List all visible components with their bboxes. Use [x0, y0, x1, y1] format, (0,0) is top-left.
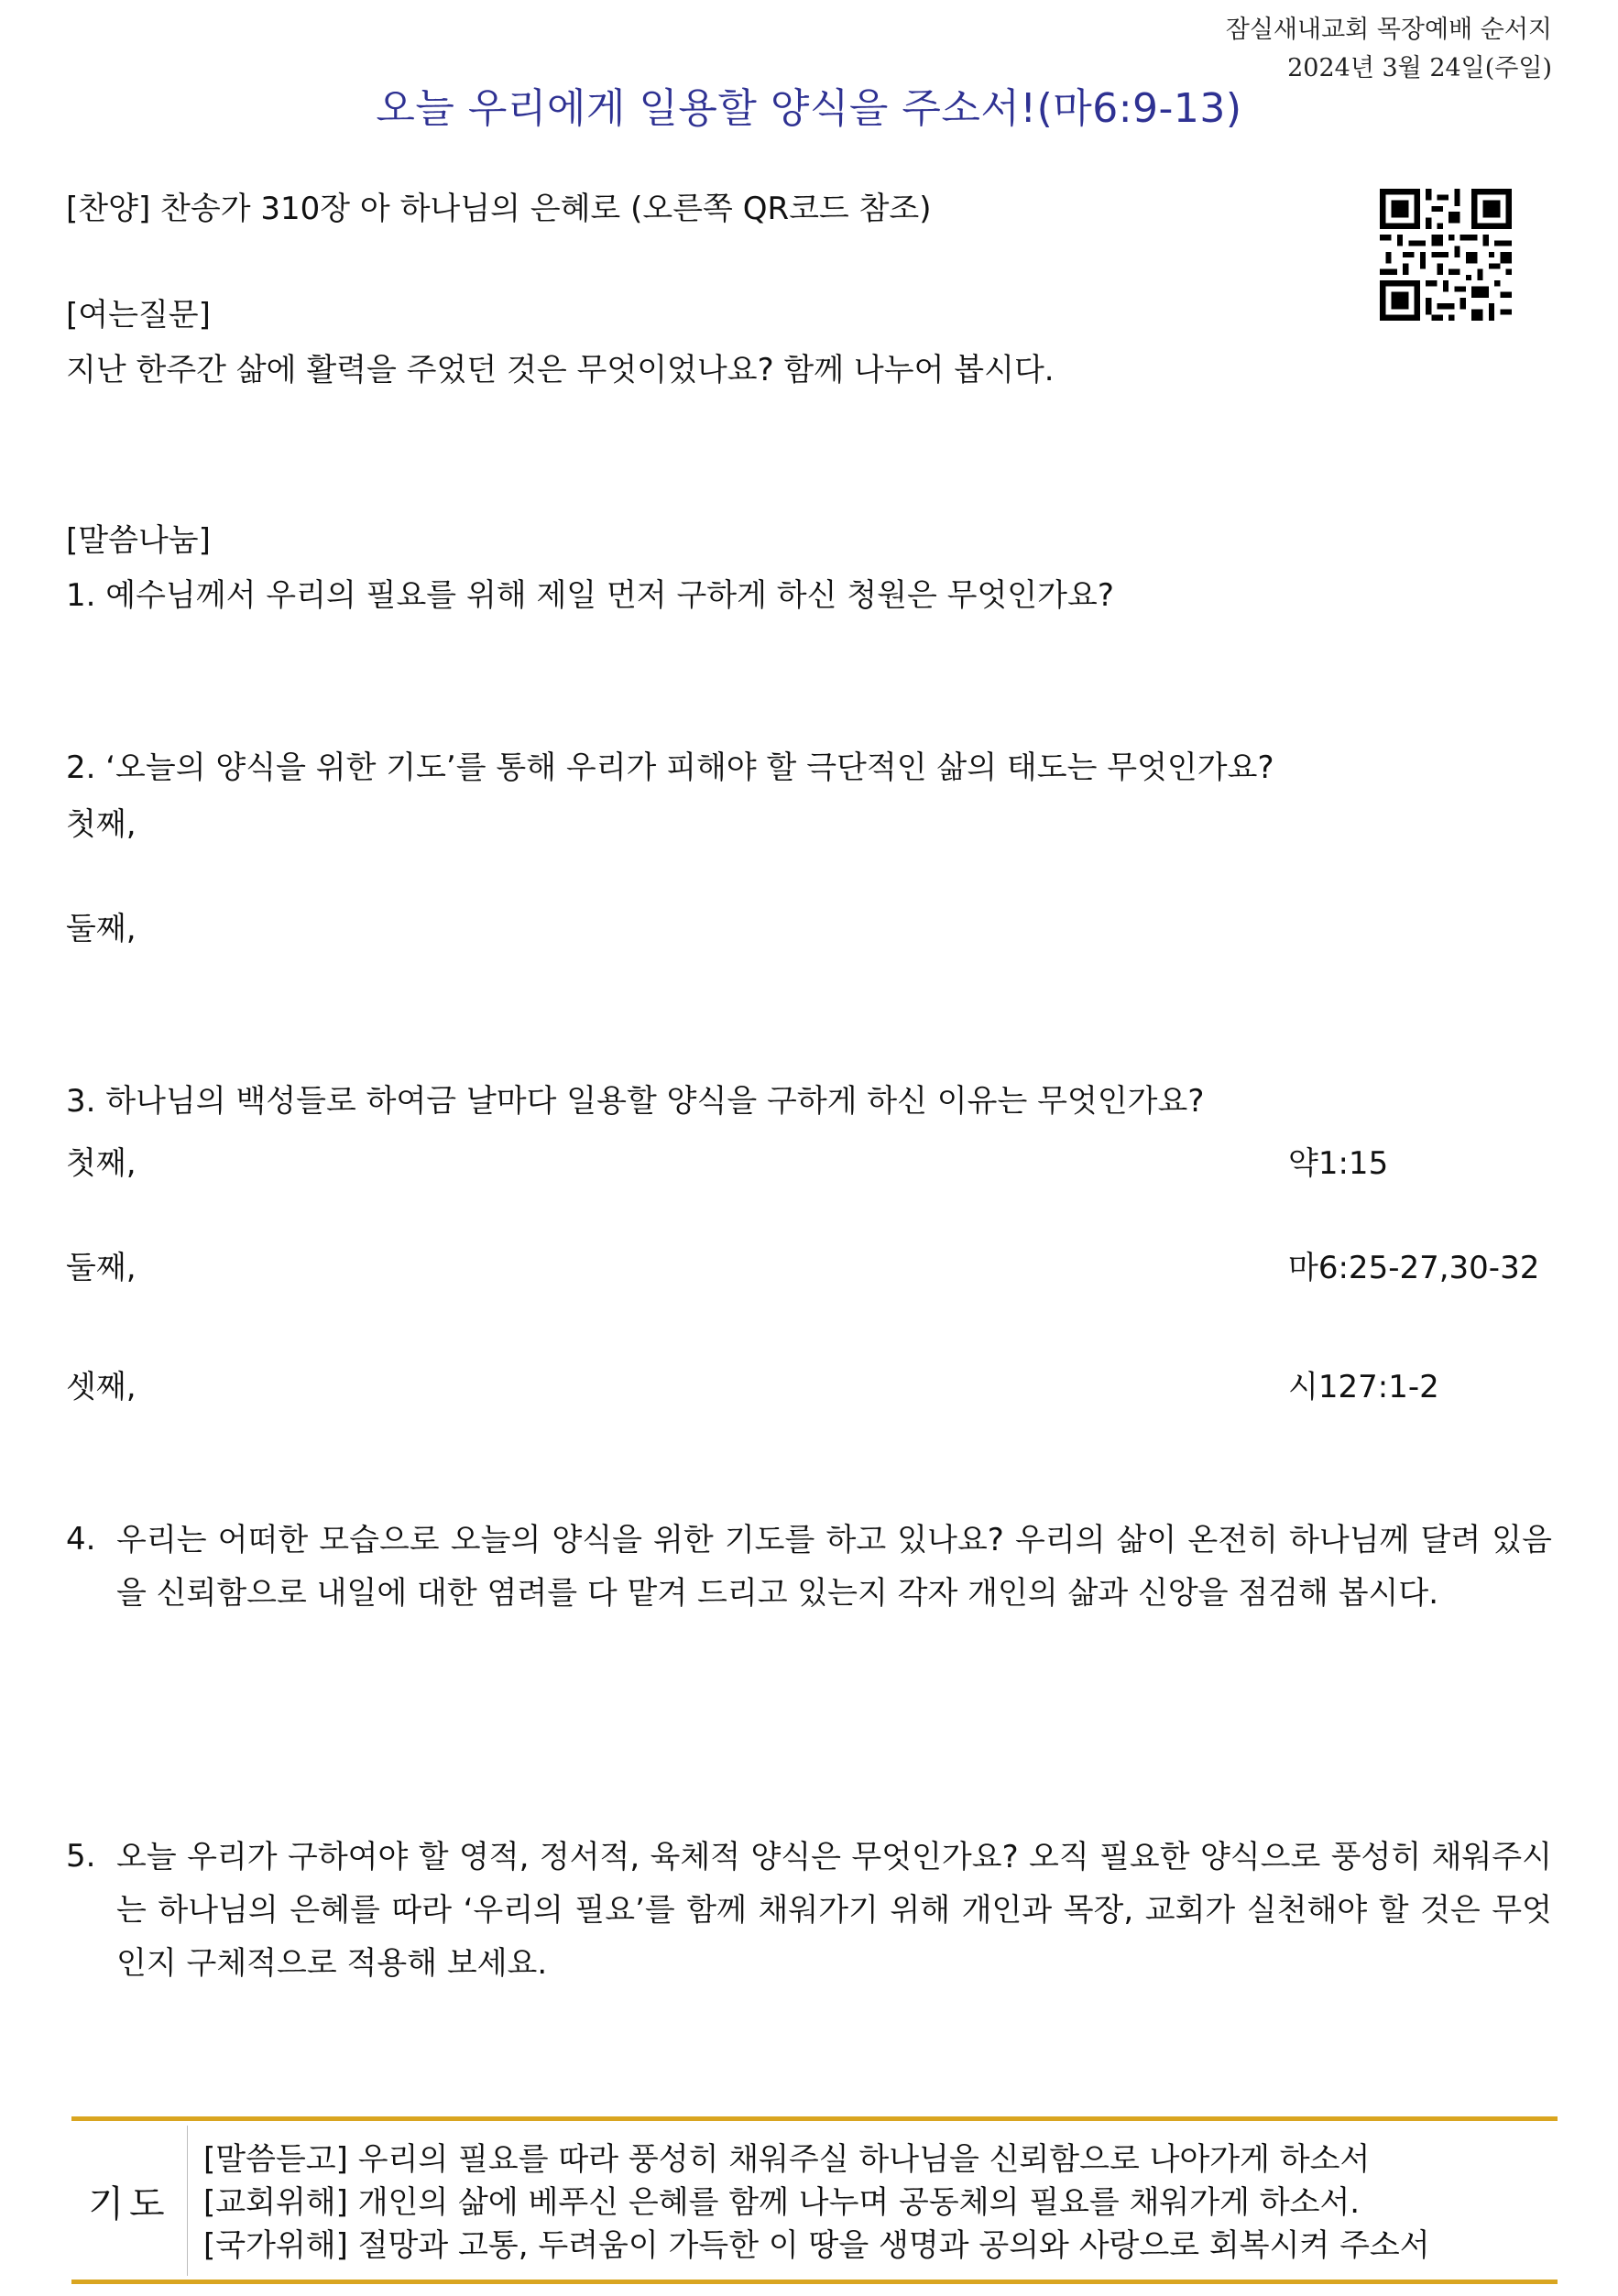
q5-number: 5.: [66, 1838, 96, 1875]
q3-third: 셋째,: [66, 1369, 137, 1405]
q3-second-ref: 마6:25-27,30-32: [1288, 1250, 1540, 1286]
church-name: 잠실새내교회 목장예배 순서지: [1225, 16, 1552, 44]
question-1: 1. 예수님께서 우리의 필요를 위해 제일 먼저 구하게 하신 청원은 무엇인가요?: [66, 577, 1114, 614]
question-3: 3. 하나님의 백성들로 하여금 날마다 일용할 양식을 구하게 하신 이유는 무엇인가요?: [66, 1083, 1205, 1120]
question-2: 2. ‘오늘의 양식을 위한 기도’를 통해 우리가 피해야 할 극단적인 삶의 태도는 무엇인가요?: [66, 749, 1274, 786]
q3-first: 첫째,: [66, 1145, 137, 1182]
q3-third-ref: 시127:1-2: [1288, 1369, 1439, 1405]
opening-label: [여는질문]: [66, 297, 211, 333]
hymn-line: [찬양] 찬송가 310장 아 하나님의 은혜로 (오른쪽 QR코드 참조): [66, 191, 932, 227]
q2-second: 둘째,: [66, 911, 137, 947]
prayer-line-church: [교회위해] 개인의 삶에 베푸신 은혜를 함께 나누며 공동체의 필요를 채워가게 하소서.: [203, 2184, 1361, 2221]
question-5: 오늘 우리가 구하여야 할 영적, 정서적, 육체적 양식은 무엇인가요? 오직 필요한 양식으로 풍성히 채워주시는 하나님의 은혜를 따라 ‘우리의 필요’를 함께 채워가기 위해 개인과 목장, 교회가 실천해야 할 것은 무엇인지 구체적으로 적용해 보세요.: [116, 1839, 1552, 1982]
prayer-label: 기도: [71, 2126, 188, 2276]
opening-question: 지난 한주간 삶에 활력을 주었던 것은 무엇이었나요? 함께 나누어 봅시다.: [66, 352, 1055, 388]
prayer-lines: [203, 2138, 1430, 2268]
q3-first-ref: 약1:15: [1288, 1145, 1389, 1182]
question-4: 우리는 어떠한 모습으로 오늘의 양식을 위한 기도를 하고 있나요? 우리의 삶이 온전히 하나님께 달려 있음을 신뢰함으로 내일에 대한 염려를 다 맡겨 드리고 있는지 각자 개인의 삶과 신앙을 점검해 봅시다.: [116, 1522, 1552, 1612]
q4-number: 4.: [66, 1521, 96, 1558]
qr-code-icon[interactable]: [1374, 183, 1517, 326]
prayer-line-word: [말씀듣고] 우리의 필요를 따라 풍성히 채워주실 하나님을 신뢰함으로 나아가게 하소서: [203, 2141, 1371, 2178]
sharing-label: [말씀나눔]: [66, 522, 211, 559]
prayer-bottom-rule: [71, 2280, 1558, 2284]
service-date: 2024년 3월 24일(주일): [1287, 54, 1552, 82]
q3-second: 둘째,: [66, 1250, 137, 1286]
prayer-top-rule: [71, 2116, 1558, 2121]
prayer-line-nation: [국가위해] 절망과 고통, 두려움이 가득한 이 땅을 생명과 공의와 사랑으로 회복시켜 주소서: [203, 2227, 1430, 2264]
q2-first: 첫째,: [66, 806, 137, 843]
page-title: 오늘 우리에게 일용할 양식을 주소서!(마6:9-13): [376, 85, 1242, 132]
